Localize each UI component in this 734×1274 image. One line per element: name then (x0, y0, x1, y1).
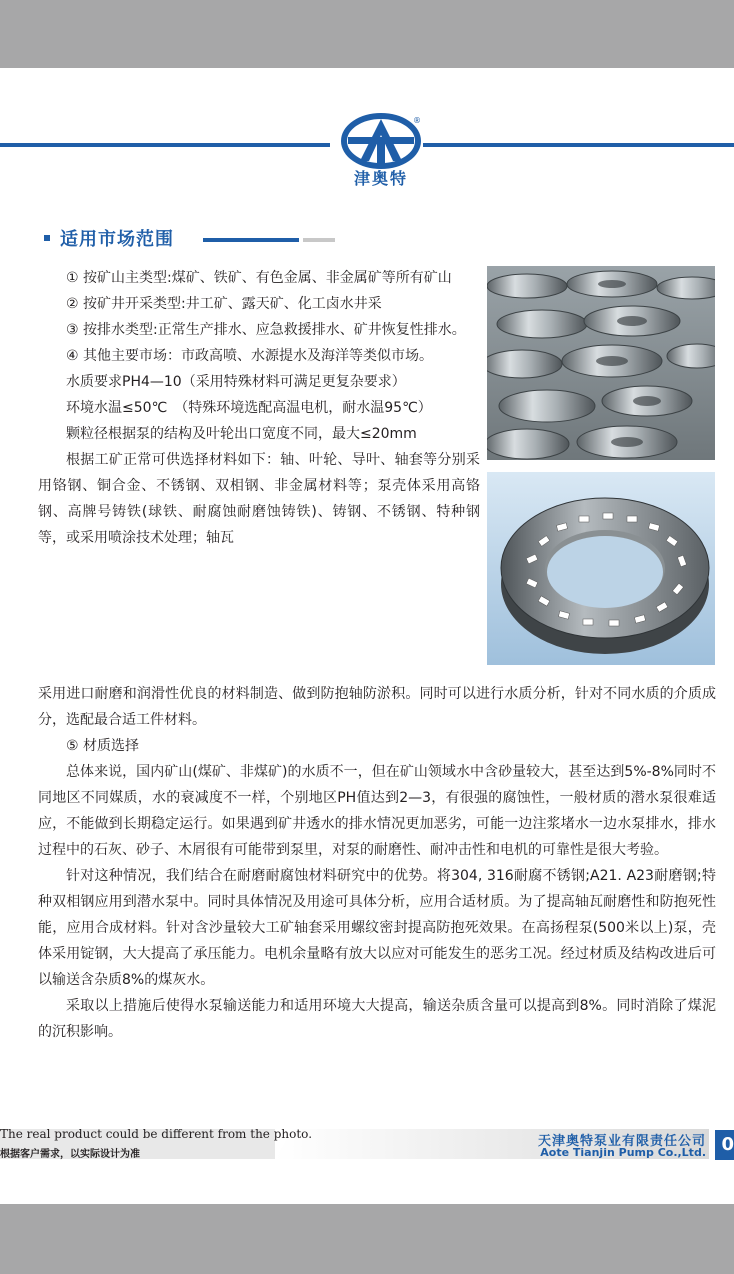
section-title: 适用市场范围 (60, 229, 174, 250)
particle-size-line: 颗粒径根据泵的结构及叶轮出口宽度不同，最大≤20mm (66, 426, 417, 442)
heading-bullet-icon (44, 235, 50, 241)
disclaimer-english: The real product could be different from the photo. (0, 1127, 313, 1141)
intro-item-1: ① 按矿山主类型:煤矿、铁矿、有色金属、非金属矿等所有矿山 (66, 270, 452, 286)
section-heading (44, 225, 174, 251)
water-temp-line: 环境水温≤50℃ （特殊环境选配高温电机，耐水温95℃） (66, 400, 432, 416)
intro-item-4: ④ 其他主要市场：市政高喷、水源提水及海洋等类似市场。 (66, 348, 433, 364)
main-text-block (38, 681, 716, 1045)
top-gray-band (0, 0, 734, 68)
disclaimer-chinese: 根据客户需求，以实际设计为准 (0, 1149, 140, 1160)
paragraph-water-quality: 总体来说，国内矿山(煤矿、非煤矿)的水质不一，但在矿山领域水中含砂量较大，甚至达到5%-8%同时不同地区不同媒质，水的衰减度不一样，个别地区PH值达到2—3，有很强的腐蚀性，一般材质的潜水泵很难适应，不能做到长期稳定运行。如果遇到矿井透水的排水情况更加恶劣，可能一边注浆堵水一边水泵排水，排水过程中的石灰、砂子、木屑很有可能带到泵里，对泵的耐磨性、耐冲击性和电机的可靠性是很大考验。 (38, 764, 716, 858)
registered-mark: ® (413, 116, 421, 125)
materials-paragraph: 根据工矿正常可供选择材料如下：轴、叶轮、导叶、轴套等分别采用铬钢、铜合金、不锈钢、双相钢、非金属材料等；泵壳体采用高铬钢、高牌号铸铁(球铁、耐腐蚀耐磨蚀铸铁)、铸钢、不锈钢、特种钢等，或采用喷涂技术处理；轴瓦 (38, 452, 480, 546)
bottom-gray-band (0, 1204, 734, 1274)
header-rule-left (0, 143, 330, 147)
intro-text-block (38, 265, 480, 551)
item-5-heading: ⑤ 材质选择 (66, 738, 140, 754)
logo-brand-text: 津奥特 (353, 169, 408, 188)
page-number: 0 (715, 1130, 734, 1160)
bearing-ring-render (487, 472, 715, 665)
header-rule-right (423, 143, 734, 147)
company-name-chinese: 天津奥特泵业有限责任公司 (537, 1134, 706, 1149)
paragraph-conclusion: 采取以上措施后使得水泵输送能力和适用环境大大提高，输送杂质含量可以提高到8%。同时消除了煤泥的沉积影响。 (38, 998, 716, 1040)
materials-continuation: 采用进口耐磨和润滑性优良的材料制造、做到防抱轴防淤积。同时可以进行水质分析，针对不同水质的介质成分，选配最合适工件材料。 (38, 686, 716, 728)
title-underline-blue (203, 238, 299, 242)
intro-item-3: ③ 按排水类型:正常生产排水、应急救援排水、矿井恢复性排水。 (66, 322, 466, 338)
paragraph-materials-solution: 针对这种情况，我们结合在耐磨耐腐蚀材料研究中的优势。将304, 316耐腐不锈钢;A21. A23耐磨钢;特种双相钢应用到潜水泵中。同时具体情况及用途可具体分析，应用合适材质。为了提高轴瓦耐磨性和防抱死性能，应用合成材料。针对含沙量较大工矿轴套采用螺纹密封提高防抱死效果。在高扬程泵(500米以上)泵，壳体采用锭钢，大大提高了承压能力。电机余量略有放大以应对可能发生的恶劣工况。经过材质及结构改进后可以输送含杂质8%的煤灰水。 (38, 868, 716, 988)
water-quality-line: 水质要求PH4—10（采用特殊材料可满足更复杂要求） (66, 374, 406, 390)
impeller-stack-photo (487, 266, 715, 460)
company-name-english: Aote Tianjin Pump Co.,Ltd. (540, 1146, 706, 1159)
intro-item-2: ② 按矿井开采类型:井工矿、露天矿、化工卤水井采 (66, 296, 382, 312)
title-underline-gray (303, 238, 335, 242)
